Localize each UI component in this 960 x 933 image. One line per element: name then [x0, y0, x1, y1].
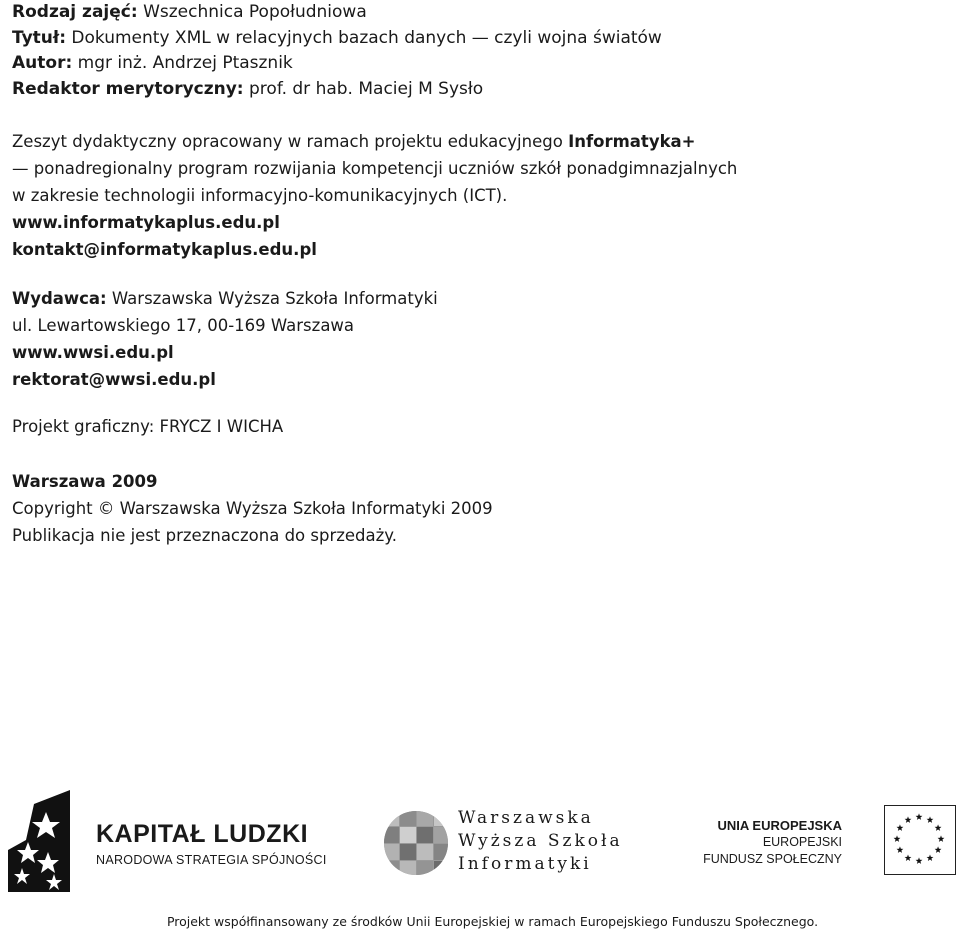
copyright-block — [12, 468, 493, 549]
publisher-email-link[interactable]: rektorat@wwsi.edu.pl — [12, 370, 216, 389]
eu-star — [935, 824, 942, 831]
editor-value: prof. dr hab. Maciej M Sysło — [249, 78, 484, 99]
eu-line-3: FUNDUSZ SPOŁECZNY — [703, 852, 842, 866]
project-name: Informatyka+ — [568, 132, 696, 151]
eu-star — [894, 835, 901, 842]
eu-star — [916, 813, 923, 820]
publisher-block — [12, 285, 438, 393]
title-label: Tytuł: — [12, 27, 66, 48]
eu-text — [703, 817, 842, 868]
publisher-website-link[interactable]: www.wwsi.edu.pl — [12, 343, 174, 362]
kapital-ludzki-subtitle: NARODOWA STRATEGIA SPÓJNOŚCI — [96, 853, 327, 867]
document-metadata — [12, 0, 662, 102]
cofinancing-footer: Projekt współfinansowany ze środków Unii Europejskiej w ramach Europejskiego Funduszu Społecznego. — [166, 914, 819, 929]
eu-star — [905, 854, 912, 861]
publisher-row — [12, 285, 438, 312]
wwsi-line-3: Informatyki — [458, 854, 592, 874]
eu-star — [916, 857, 923, 864]
wwsi-logo — [383, 805, 643, 885]
eu-star — [935, 846, 942, 853]
copyright-notice: Copyright © Warszawska Wyższa Szkoła Informatyki 2009 — [12, 499, 493, 518]
eu-flag-icon — [884, 805, 956, 875]
graphic-design-credit: Projekt graficzny: FRYCZ I WICHA — [12, 417, 284, 436]
eu-star — [938, 835, 945, 842]
wwsi-line-2: Wyższa Szkoła — [458, 831, 623, 851]
author-value: mgr inż. Andrzej Ptasznik — [77, 53, 293, 73]
title-value: Dokumenty XML w relacyjnych bazach danych — czyli wojna światów — [71, 27, 662, 48]
wwsi-name — [458, 807, 623, 876]
wwsi-line-1: Warszawska — [458, 808, 594, 828]
wwsi-sphere-icon — [383, 810, 449, 876]
course-type-value: Wszechnica Popołudniowa — [143, 2, 367, 22]
description-line-2: — ponadregionalny program rozwijania kompetencji uczniów szkół ponadgimnazjalnych — [12, 159, 738, 178]
kapital-ludzki-emblem-icon — [8, 790, 78, 892]
publisher-name: Warszawska Wyższa Szkoła Informatyki — [111, 289, 438, 308]
editor-label: Redaktor merytoryczny: — [12, 78, 244, 99]
description-line-3: w zakresie technologii informacyjno-komunikacyjnych (ICT). — [12, 186, 508, 205]
project-email-link[interactable]: kontakt@informatykaplus.edu.pl — [12, 240, 317, 259]
not-for-sale-notice: Publikacja nie jest przeznaczona do sprzedaży. — [12, 526, 397, 545]
kapital-ludzki-logo — [8, 790, 338, 890]
eu-star — [927, 854, 934, 861]
project-description — [12, 128, 737, 263]
eu-star — [927, 816, 934, 823]
eu-line-1: UNIA EUROPEJSKA — [717, 818, 842, 833]
course-type-label: Rodzaj zajęć: — [12, 2, 138, 22]
kapital-ludzki-title: KAPITAŁ LUDZKI — [96, 820, 309, 848]
eu-logo — [700, 805, 960, 880]
publisher-address: ul. Lewartowskiego 17, 00-169 Warszawa — [12, 316, 355, 335]
eu-star — [897, 824, 904, 831]
eu-star — [897, 846, 904, 853]
publisher-label: Wydawca: — [12, 289, 107, 308]
author-label: Autor: — [12, 53, 73, 73]
project-website-link[interactable]: www.informatykaplus.edu.pl — [12, 213, 280, 232]
place-year: Warszawa 2009 — [12, 472, 158, 491]
title-row — [12, 26, 662, 52]
eu-line-2: EUROPEJSKI — [762, 835, 842, 849]
course-type-row — [12, 0, 662, 26]
eu-star — [905, 816, 912, 823]
editor-row — [12, 77, 662, 103]
description-line-1 — [12, 128, 737, 155]
author-row — [12, 51, 662, 77]
description-prefix: Zeszyt dydaktyczny opracowany w ramach projektu edukacyjnego — [12, 132, 569, 151]
